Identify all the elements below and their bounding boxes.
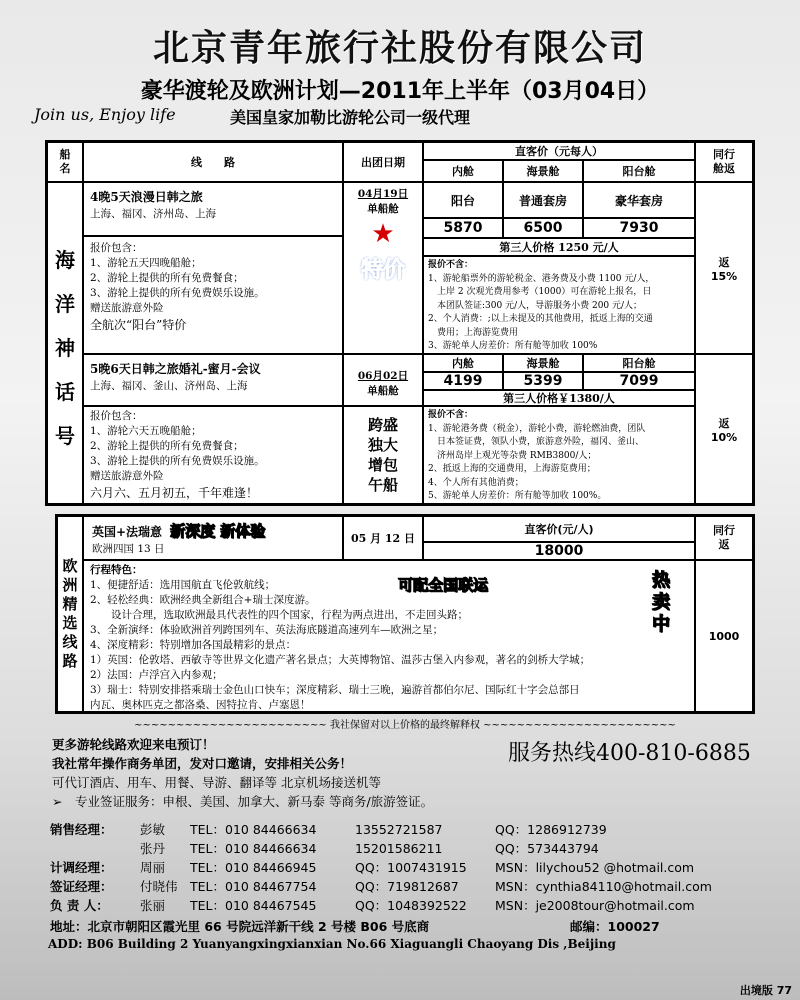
company-title: 北京青年旅行社股份有限公司 [152, 28, 647, 69]
europe-label-char: 欧 [62, 557, 78, 575]
route2-date-note: 单船舱 [367, 385, 399, 397]
ship-char: 号 [55, 424, 75, 448]
exclude-line: 1、游轮船票外的游轮税金、港务费及小费 1100 元/人， [428, 273, 655, 284]
info-line: 我社常年操作商务单团，发对口邀请，安排相关公务！ [52, 756, 353, 771]
route1-ports: 上海、福冈、济州岛、上海 [90, 208, 216, 220]
hdr-inner: 内舱 [423, 160, 503, 182]
exclude-line: 1、游轮港务费（税金），游轮小费，游轮燃油费，团队 [428, 423, 646, 434]
contact-tel: TEL：010 84466634 [190, 822, 317, 837]
feature-line: 1）英国：伦敦塔、西敏寺等世界文化遗产著名景点；大英博物馆、温莎古堡入内参观，著名的剑桥大学城； [90, 654, 591, 666]
hdr-rebate [695, 142, 753, 182]
exclude-line: 报价不含： [428, 410, 474, 420]
contact-im: MSN：lilychou52 @hotmail.com [495, 860, 695, 875]
address: 地址：北京市朝阳区霞光里 66 号院远洋新干线 2 号楼 B06 号底商 [50, 919, 430, 934]
contact-name: 周丽 [140, 860, 166, 875]
route2-cabin: 海景舱 [503, 354, 583, 372]
feature-line: 1、便捷舒适：选用国航直飞伦敦航线； [90, 579, 276, 591]
contact-mobile: QQ：1007431915 [355, 860, 467, 875]
route2-includes [83, 406, 343, 504]
national-connection: 可配全国联运 [398, 576, 489, 594]
promo-text: 增包 [367, 456, 398, 474]
europe-features [83, 560, 695, 712]
route1-price: 5870 [423, 218, 503, 238]
promo-text: 午船 [367, 476, 398, 494]
contact-mobile: 13552721587 [355, 822, 443, 837]
exclude-line: 报价不含： [428, 260, 474, 270]
route1-date-cell [343, 182, 423, 354]
info-line: 更多游轮线路欢迎来电预订！ [52, 737, 215, 752]
special-price-badge: 特价 [360, 258, 405, 283]
hdr-price: 直客价（元每人） [423, 142, 695, 160]
hot-sale-char: 热 [652, 570, 670, 591]
route2-ports: 上海、福冈、釜山、济州岛、上海 [90, 380, 248, 392]
route2-price: 5399 [503, 372, 583, 390]
contact-im: QQ：573443794 [495, 841, 599, 856]
exclude-line: 上岸 2 次观光费用参考（1000）可在游轮上报名，日 [428, 287, 652, 297]
route2-third-price: 第三人价格￥1380/人 [423, 390, 695, 406]
feature-line: 3）瑞士：特别安排搭乘瑞士金色山口快车；深度精彩、瑞士三晚，遍游首都伯尔尼、国际红十字会总部日 [90, 684, 580, 696]
address-en: ADD: B06 Building 2 Yuanyangxingxianxian No.66 Xiaguangli Chaoyang Dis ,Beijing [48, 937, 616, 951]
feature-line: 2、轻松经典：欧洲经典全新组合+瑞士深度游。 [90, 594, 316, 606]
contact-name: 张丹 [140, 841, 166, 856]
contact-mobile: 15201586211 [355, 841, 443, 856]
route2-promo [343, 406, 423, 504]
route2-title-cell [83, 354, 343, 406]
contact-row [50, 877, 750, 896]
europe-title-cell [83, 516, 343, 560]
route1-highlight: 全航次“阳台”特价 [90, 318, 187, 332]
feature-line: 设计合理，选取欧洲最具代表性的四个国家，行程为两点进出，不走回头路； [90, 609, 468, 621]
contact-role: 销售经理： [50, 822, 113, 837]
hdr-route: 线 路 [83, 142, 343, 182]
contact-role: 签证经理： [50, 879, 113, 894]
hot-sale [648, 570, 674, 636]
europe-subtitle: 欧洲四国 13 日 [92, 543, 165, 555]
feature-line: 4、深度精彩：特别增加各国最精彩的景点： [90, 639, 297, 651]
route2-price: 7099 [583, 372, 695, 390]
slogan: Join us, Enjoy life [34, 105, 176, 124]
page-number: 出境版 77 [739, 984, 792, 997]
hdr-date: 出团日期 [343, 142, 423, 182]
europe-date: 05 月 12 日 [343, 516, 423, 560]
include-line: 赠送旅游意外险 [90, 302, 164, 314]
europe-label [57, 516, 83, 712]
include-line: 报价包含： [90, 410, 143, 422]
exclude-line: 日本签证费，领队小费，旅游意外险，福冈、釜山、 [428, 437, 645, 447]
include-line: 赠送旅游意外险 [90, 470, 164, 482]
route1-price: 7930 [583, 218, 695, 238]
contact-row [50, 820, 750, 839]
route1-cabin: 阳台 [423, 182, 503, 218]
disclaimer: ~~~~~~~~~~~~~~~~~~~~~~~ 我社保留对以上价格的最终解释权 ~~~~~~~~~~~~~~~~~~~~~~~ [134, 720, 676, 731]
route2-title: 5晚6天日韩之旅婚礼-蜜月-会议 [90, 362, 261, 376]
contact-role [50, 839, 140, 858]
route1-title: 4晚5天浪漫日韩之旅 [90, 190, 203, 204]
feature-line: 行程特色： [90, 564, 143, 576]
europe-rebate-header-text: 同行返 [713, 524, 735, 551]
route1-rebate: 返 15% [695, 182, 753, 354]
promo-text: 跨盛 [367, 416, 398, 434]
exclude-line: 济州岛岸上观光等杂费 RMB3800/人； [428, 450, 597, 461]
contact-tel: TEL：010 84467754 [190, 879, 317, 894]
include-line: 2、游轮上提供的所有免费餐食； [90, 440, 244, 452]
europe-rebate: 1000 [695, 560, 753, 712]
contact-mobile: QQ：719812687 [355, 879, 459, 894]
europe-label-char: 精 [62, 595, 78, 613]
contact-im: MSN：je2008tour@hotmail.com [495, 898, 695, 913]
europe-rebate-header [695, 516, 753, 560]
europe-price: 18000 [423, 542, 695, 560]
agent-note: 美国皇家加勒比游轮公司一级代理 [230, 108, 471, 127]
route1-date: 04月19日 [357, 188, 409, 200]
contact-name: 彭敏 [140, 822, 166, 837]
feature-line: 内瓦、奥林匹克之都洛桑、因特拉肯、卢塞恩！ [90, 699, 311, 711]
route1-third-price: 第三人价格 1250 元/人 [423, 238, 695, 256]
include-line: 1、游轮五天四晚船舱； [90, 257, 202, 269]
info-line: 可代订酒店、用车、用餐、导游、翻译等 北京机场接送机等 [52, 775, 381, 790]
exclude-line: 3、游轮单人房差价：所有舱等加收 100% [428, 341, 598, 351]
include-line: 1、游轮六天五晚船舱； [90, 425, 202, 437]
contact-tel: TEL：010 84466945 [190, 860, 317, 875]
contact-tel: TEL：010 84466634 [190, 841, 317, 856]
include-line: 2、游轮上提供的所有免费餐食； [90, 272, 244, 284]
route2-cabin: 阳台舱 [583, 354, 695, 372]
route1-includes [83, 236, 343, 354]
contact-role: 负 责 人： [50, 898, 109, 913]
europe-label-char: 线 [62, 633, 78, 651]
postcode: 邮编：100027 [570, 919, 660, 934]
feature-line: 2）法国：卢浮宫入内参观； [90, 669, 223, 681]
route1-cabin: 豪华套房 [583, 182, 695, 218]
europe-label-char: 洲 [62, 576, 78, 594]
ship-char: 话 [55, 380, 75, 404]
hot-sale-char: 卖 [652, 592, 670, 613]
exclude-line: 5、游轮单人房差价：所有舱等加收 100%。 [428, 491, 607, 501]
promo-text: 独大 [367, 436, 398, 454]
europe-price-header: 直客价(元/人) [423, 516, 695, 542]
contact-list [50, 820, 750, 915]
route1-date-note: 单船舱 [367, 203, 399, 215]
ship-char: 洋 [55, 292, 75, 316]
route2-cabin: 内舱 [423, 354, 503, 372]
contact-im: QQ：1286912739 [495, 822, 607, 837]
exclude-line: 2、个人消费：;以上未提及的其他费用，抵返上海的交通 [428, 314, 653, 324]
contact-tel: TEL：010 84467545 [190, 898, 317, 913]
route1-title-cell [83, 182, 343, 236]
route1-price: 6500 [503, 218, 583, 238]
page-subtitle: 豪华渡轮及欧洲计划—2011年上半年（03月04日） [140, 79, 660, 104]
ship-char: 海 [55, 248, 75, 272]
hdr-ship [47, 142, 83, 182]
hdr-rebate-text: 同行舱返 [713, 148, 735, 175]
route2-rebate: 返 10% [695, 354, 753, 504]
contact-role: 计调经理： [50, 860, 113, 875]
route2-price: 4199 [423, 372, 503, 390]
route1-excludes [423, 256, 695, 354]
hot-sale-char: 中 [652, 614, 670, 635]
route2-date: 06月02日 [357, 370, 409, 382]
include-line: 报价包含： [90, 242, 143, 254]
exclude-line: 费用；上海游览费用 [428, 327, 519, 338]
exclude-line: 本团队签证:300 元/人，导游服务小费 200 元/人； [428, 300, 643, 311]
ship-char: 神 [55, 336, 75, 360]
service-hotline: 服务热线400-810-6885 [508, 741, 751, 766]
europe-slogan: 新深度 新体验 [170, 522, 266, 540]
europe-label-char: 路 [62, 652, 78, 670]
route2-excludes [423, 406, 695, 504]
exclude-line: 2、抵返上海的交通费用，上海游览费用； [428, 464, 596, 474]
europe-label-char: 选 [62, 614, 78, 632]
star-icon: ★ [371, 219, 395, 249]
contact-row [50, 858, 750, 877]
contact-row [50, 839, 750, 858]
contact-name: 付晓伟 [140, 879, 178, 894]
contact-name: 张丽 [140, 898, 166, 913]
info-line: ➢ 专业签证服务：申根、美国、加拿大、新马泰 等商务/旅游签证。 [52, 794, 434, 809]
include-line: 3、游轮上提供的所有免费娱乐设施。 [90, 287, 265, 299]
hdr-sea: 海景舱 [503, 160, 583, 182]
route2-date-cell [343, 354, 423, 406]
europe-title: 英国+法瑞意 [92, 525, 163, 539]
feature-line: 3、全新演绎：体验欧洲首列跨国列车、英法海底隧道高速列车—欧洲之星； [90, 624, 444, 636]
hdr-balcony: 阳台舱 [583, 160, 695, 182]
contact-row [50, 896, 750, 915]
include-line: 3、游轮上提供的所有免费娱乐设施。 [90, 455, 265, 467]
exclude-line: 4、个人所有其他消费； [428, 477, 524, 488]
contact-mobile: QQ：1048392522 [355, 898, 467, 913]
route1-cabin: 普通套房 [503, 182, 583, 218]
route2-highlight: 六月六、五月初五，千年难逢！ [90, 486, 259, 500]
contact-im: MSN：cynthia84110@hotmail.com [495, 879, 712, 894]
hdr-ship-text: 船名 [59, 148, 71, 175]
ship-name [47, 182, 83, 504]
